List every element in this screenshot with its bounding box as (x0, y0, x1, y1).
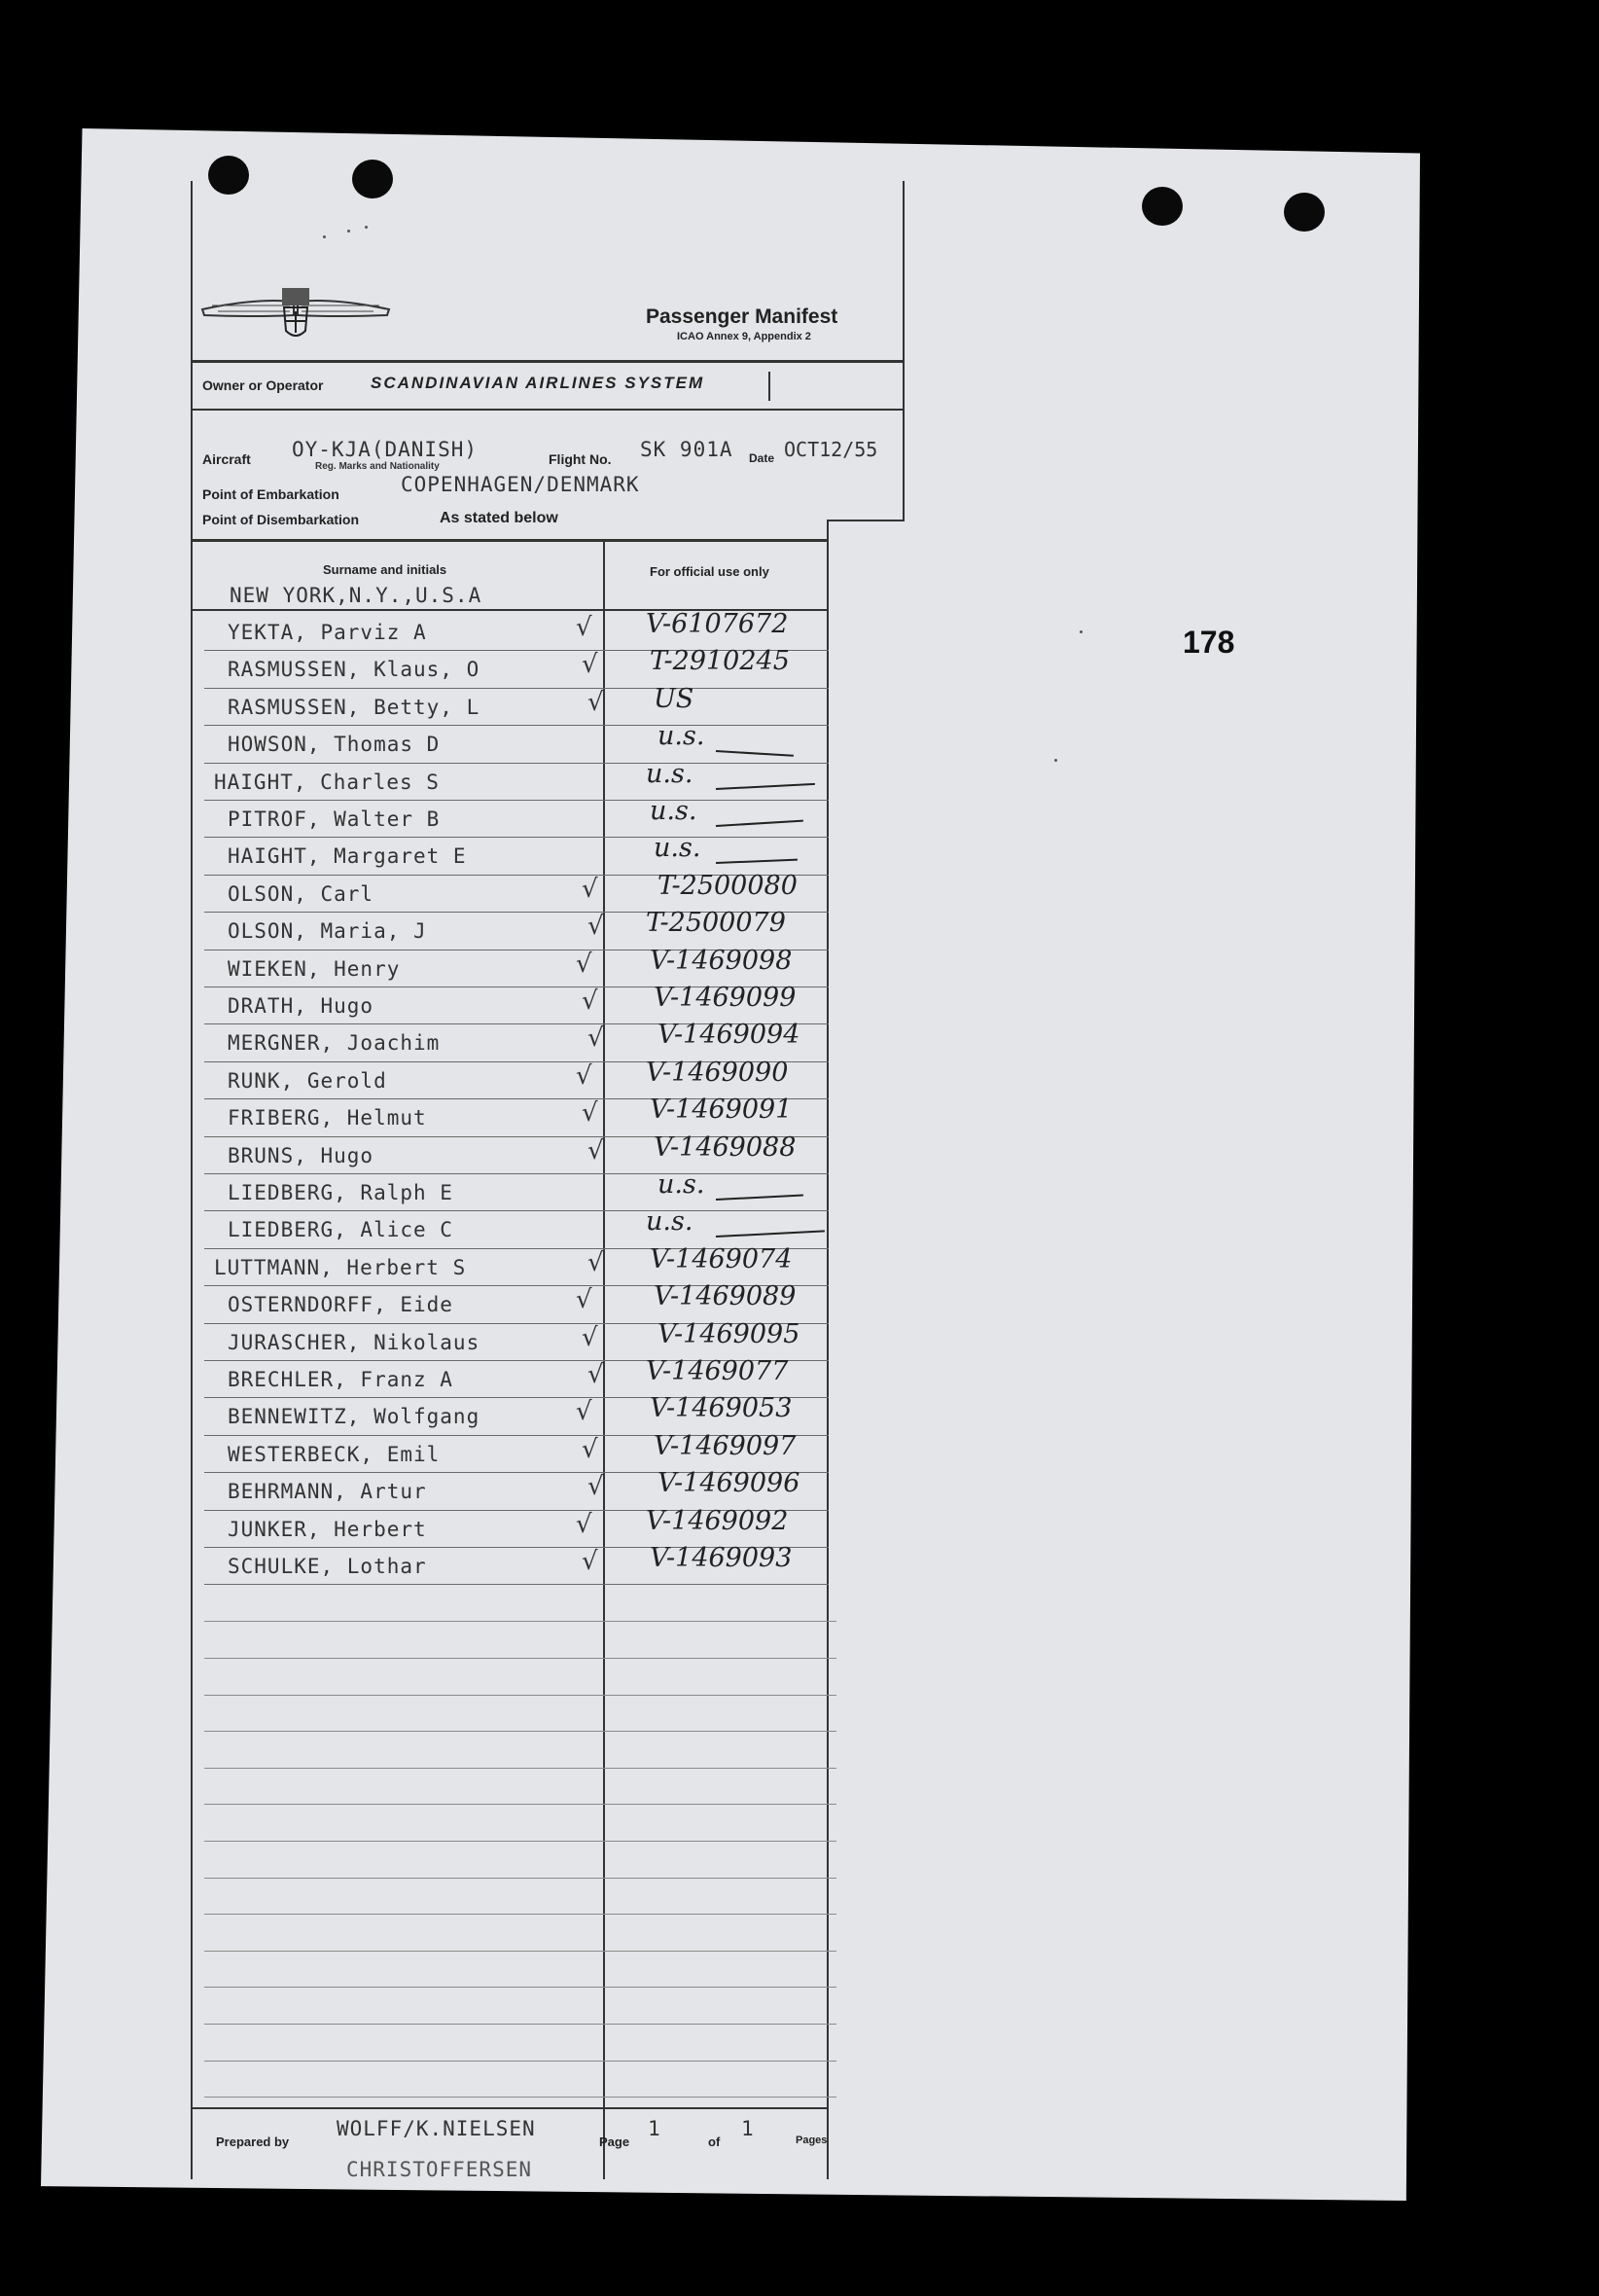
check-mark: √ (582, 650, 598, 680)
handwritten-dash (716, 859, 798, 864)
official-entry: u.s. (654, 833, 701, 864)
passenger-name: HOWSON, Thomas D (228, 733, 441, 757)
passenger-name: HAIGHT, Charles S (214, 770, 440, 794)
passenger-name: YEKTA, Parviz A (228, 621, 427, 644)
official-entry: V-1469094 (657, 1020, 800, 1051)
table-top-rule (191, 539, 829, 542)
reg-marks-label: Reg. Marks and Nationality (315, 461, 440, 472)
manifest-subtitle: ICAO Annex 9, Appendix 2 (677, 331, 811, 342)
passenger-name: LUTTMANN, Herbert S (214, 1255, 467, 1279)
passenger-name: RASMUSSEN, Betty, L (228, 695, 480, 719)
passenger-name: BEHRMANN, Artur (228, 1480, 427, 1504)
disembarkation-label: Point of Disembarkation (202, 512, 360, 527)
aircraft-label: Aircraft (202, 451, 251, 467)
check-mark: √ (587, 687, 604, 717)
check-mark: √ (582, 987, 598, 1016)
check-mark: √ (587, 1135, 604, 1166)
row-rule (204, 800, 829, 801)
passenger-name: HAIGHT, Margaret E (228, 844, 467, 869)
pages-label: Pages (796, 2135, 828, 2146)
info-rule (829, 520, 905, 521)
check-mark: √ (587, 1472, 604, 1502)
surname-column-header: Surname and initials (323, 562, 447, 577)
check-mark: √ (576, 1509, 592, 1539)
official-entry: V-1469088 (654, 1131, 797, 1163)
prepared-by-second-value: CHRISTOFFERSEN (346, 2158, 533, 2181)
manifest-form (191, 181, 910, 2179)
official-entry: u.s. (657, 721, 705, 752)
form-border-right-top (903, 181, 905, 520)
passenger-name: LIEDBERG, Alice C (228, 1218, 453, 1242)
date-label: Date (749, 451, 775, 465)
check-mark: √ (582, 1547, 598, 1576)
blank-row-rule (204, 2024, 836, 2025)
manifest-title: Passenger Manifest (646, 305, 838, 328)
handwritten-dash (716, 820, 803, 827)
official-entry: V-1469089 (654, 1281, 797, 1312)
blank-row-rule (204, 1951, 836, 1952)
check-mark: √ (587, 1360, 604, 1389)
blank-row-rule (204, 1878, 836, 1879)
row-rule (204, 763, 829, 764)
check-mark: √ (576, 949, 592, 979)
header-rule (191, 360, 905, 363)
blank-row-rule (204, 1987, 836, 1988)
of-label: of (708, 2135, 721, 2149)
official-entry: V-1469092 (646, 1505, 789, 1536)
official-entry: T-2910245 (650, 646, 790, 677)
blank-row-rule (204, 2097, 836, 2098)
check-mark: √ (582, 1098, 598, 1129)
passenger-name: SCHULKE, Lothar (228, 1555, 427, 1578)
embarkation-label: Point of Embarkation (202, 486, 339, 502)
official-column-header: For official use only (650, 564, 769, 579)
blank-row-rule (204, 1804, 836, 1805)
official-entry: u.s. (646, 1206, 693, 1238)
check-mark: √ (576, 613, 592, 642)
passenger-name: BRUNS, Hugo (228, 1143, 374, 1167)
aircraft-value: OY-KJA(DANISH) (292, 438, 479, 461)
punch-hole (1284, 193, 1325, 232)
passenger-name: PITROF, Walter B (228, 807, 441, 831)
handwritten-dash (716, 782, 815, 789)
check-mark: √ (576, 1285, 592, 1315)
date-value: OCT12/55 (784, 438, 878, 461)
footer-rule (191, 2107, 829, 2109)
check-mark: √ (582, 1322, 598, 1352)
official-entry: u.s. (646, 758, 693, 789)
passenger-name: FRIBERG, Helmut (228, 1106, 427, 1130)
official-entry: V-1469090 (646, 1057, 789, 1088)
blank-row-rule (204, 1695, 836, 1696)
passenger-name: BRECHLER, Franz A (228, 1368, 453, 1391)
passenger-name: OLSON, Maria, J (228, 919, 427, 944)
official-entry: T-2500079 (646, 908, 786, 939)
prepared-by-label: Prepared by (216, 2135, 290, 2149)
official-entry: u.s. (650, 796, 697, 826)
passenger-name: OSTERNDORFF, Eide (228, 1293, 453, 1317)
owner-label: Owner or Operator (202, 377, 324, 393)
passenger-name: OLSON, Carl (228, 881, 374, 906)
official-entry: V-1469053 (650, 1393, 793, 1424)
blank-row-rule (204, 1731, 836, 1732)
official-entry: V-1469091 (650, 1094, 793, 1126)
passenger-name: MERGNER, Joachim (228, 1031, 441, 1056)
blank-row-rule (204, 1658, 836, 1659)
blank-row-rule (204, 1768, 836, 1769)
official-entry: V-1469096 (657, 1468, 800, 1499)
check-mark: √ (587, 1247, 604, 1277)
passenger-name: LIEDBERG, Ralph E (228, 1181, 453, 1204)
row-rule (204, 1173, 829, 1174)
official-entry: V-1469095 (657, 1318, 800, 1349)
official-entry: V-1469093 (650, 1543, 793, 1573)
blank-row-rule (204, 1621, 836, 1622)
flight-no-label: Flight No. (549, 451, 612, 467)
passenger-name: JURASCHER, Nikolaus (228, 1330, 480, 1354)
handwritten-dash (716, 1195, 803, 1201)
official-entry: V-1469074 (650, 1243, 793, 1274)
punch-hole (1142, 187, 1183, 226)
flight-no-value: SK 901A (640, 438, 733, 461)
destination-value: NEW YORK,N.Y.,U.S.A (230, 584, 482, 607)
airline-logo (198, 282, 393, 350)
official-entry: V-1469097 (654, 1430, 797, 1461)
handwritten-dash (716, 750, 794, 757)
check-mark: √ (582, 1434, 598, 1464)
form-border-right-table (827, 520, 829, 2179)
form-border-left (191, 181, 193, 2179)
passenger-name: JUNKER, Herbert (228, 1517, 427, 1541)
check-mark: √ (587, 912, 604, 942)
page-value: 1 (648, 2117, 661, 2140)
row-rule (204, 725, 829, 726)
passenger-name: RUNK, Gerold (228, 1068, 387, 1093)
check-mark: √ (576, 1060, 592, 1091)
check-mark: √ (582, 874, 598, 904)
passenger-name: DRATH, Hugo (228, 994, 374, 1018)
blank-row-rule (204, 1914, 836, 1915)
embarkation-value: COPENHAGEN/DENMARK (401, 473, 640, 496)
official-entry: V-6107672 (646, 609, 789, 639)
row-rule (204, 1210, 829, 1211)
official-entry: US (654, 683, 694, 714)
check-mark: √ (576, 1397, 592, 1427)
official-entry: V-1469099 (654, 983, 797, 1013)
blank-row-rule (204, 1841, 836, 1842)
operator-value: SCANDINAVIAN AIRLINES SYSTEM (371, 374, 705, 392)
row-rule (204, 688, 829, 689)
passenger-name: WESTERBECK, Emil (228, 1442, 441, 1466)
handwritten-dash (716, 1231, 825, 1238)
of-pages-value: 1 (741, 2117, 755, 2140)
row-rule (204, 1584, 829, 1585)
blank-row-rule (204, 2061, 836, 2062)
disembarkation-value: As stated below (440, 510, 558, 526)
row-rule (204, 837, 829, 838)
official-entry: u.s. (657, 1169, 705, 1200)
check-mark: √ (587, 1023, 604, 1054)
prepared-by-value: WOLFF/K.NIELSEN (337, 2117, 536, 2140)
owner-rule (191, 409, 905, 411)
passenger-name: WIEKEN, Henry (228, 956, 401, 981)
passenger-name: BENNEWITZ, Wolfgang (228, 1405, 480, 1429)
official-entry: V-1469098 (650, 945, 793, 976)
passenger-name: RASMUSSEN, Klaus, O (228, 658, 480, 682)
page-label: Page (599, 2135, 630, 2149)
official-entry: V-1469077 (646, 1356, 789, 1386)
official-entry: T-2500080 (657, 870, 798, 901)
stamp-page-number: 178 (1183, 625, 1235, 660)
